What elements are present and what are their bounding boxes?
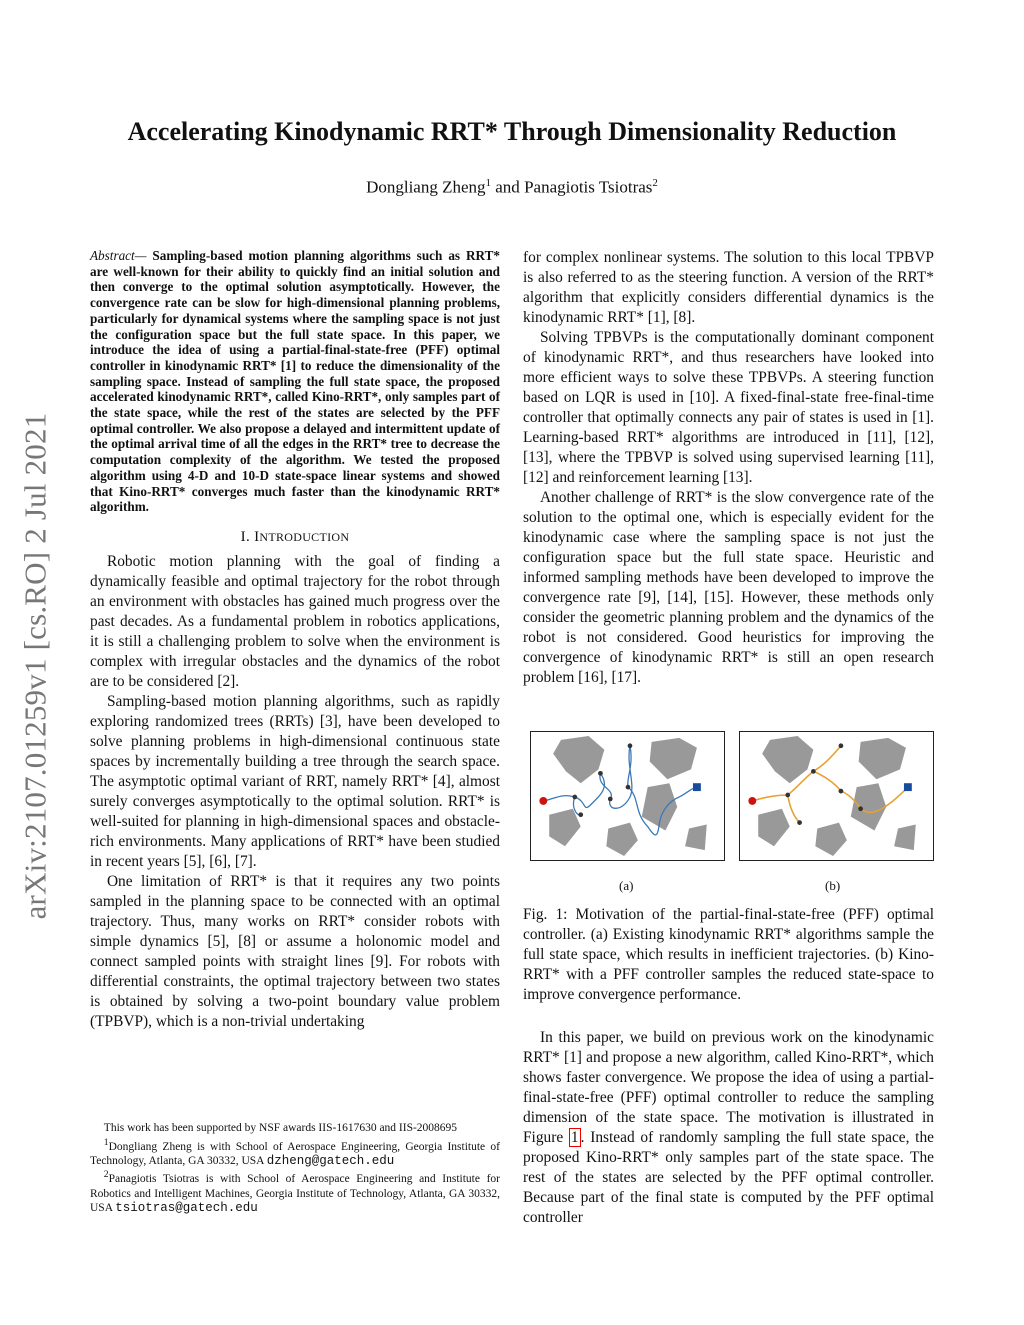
- intro-body: [90, 552, 500, 1032]
- affiliation-2-mark: 2: [103, 1169, 109, 1181]
- paper-title: Accelerating Kinodynamic RRT* Through Dimensionality Reduction: [127, 117, 897, 146]
- author-1-affil-mark: 1: [485, 177, 492, 189]
- tree-edge: [752, 795, 787, 801]
- section-title-rest: NTRODUCTION: [259, 529, 350, 544]
- tree-node: [811, 769, 816, 774]
- author-line: [60, 177, 964, 198]
- author-2-affil-mark: 2: [652, 177, 658, 189]
- affiliation-1-text: Dongliang Zheng is with School of Aerospace Engineering, Georgia Institute of Technology, Atlanta, GA 30332, USA: [90, 1140, 500, 1167]
- author-1: Dongliang Zheng: [366, 177, 486, 197]
- affiliation-2: [90, 1168, 500, 1215]
- arxiv-id: arXiv:2107.01259v1 [cs.RO] 2 Jul 2021: [17, 412, 52, 919]
- paragraph: Solving TPBVPs is the computationally dominant component of kinodynamic RRT*, and thus researchers have looked into more efficient ways to solve these TPBVPs. A steering function based on LQR is used in [10]. A fixed-final-state free-final-time controller that optimally connects any pair of states is used in [1]. Learning-based RRT* algorithms are introduced in [11], [12], [13], where the TPBVP is solved using supervised learning [11], [12] and reinforcement learning [13].: [523, 329, 934, 486]
- tree-node: [797, 820, 802, 825]
- obstacle: [685, 825, 707, 851]
- figure-caption: Fig. 1: Motivation of the partial-final-state-free (PFF) optimal controller. (a) Existing kinodynamic RRT* algorithms sample the full state space, which results in inefficient trajectories. (b) Kino-RRT* with a PFF controller samples the reduced state-space to improve convergence performance.: [523, 906, 934, 1003]
- figure-panel-b: [739, 731, 934, 861]
- tree-node: [608, 797, 613, 802]
- after-figure-text: [523, 1028, 934, 1228]
- tree-edge: [788, 795, 800, 823]
- obstacle: [549, 809, 581, 846]
- arxiv-stamp: [10, 373, 60, 958]
- abstract-text: Sampling-based motion planning algorithms such as RRT* are well-known for their ability to quickly find an initial solution and then converge to the optimal solution asymptotically. However, the convergence rate can be slow for high-dimensional planning problems, particularly for dynamical systems where the sampling space is not just the configuration space but the full state space. In this paper, we introduce the idea of using a partial-final-state-free (PFF) optimal controller in kinodynamic RRT* [1] to reduce the dimensionality of the sampling space. Instead of sampling the full state space, the proposed accelerated kinodynamic RRT*, called Kino-RRT*, only samples part of the state space, while the rest of the states are selected by the PFF optimal controller. We also propose a delayed and intermittent update of the optimal arrival time of all the edges in the RRT* tree to decrease the computation complexity of the algorithm. We tested the proposed algorithm using 4-D and 10-D state-space linear systems and showed that Kino-RRT* converges much faster than the kinodynamic RRT* algorithm.: [90, 248, 500, 515]
- tree-node: [572, 795, 577, 800]
- section-heading-introduction: [90, 529, 500, 546]
- affiliation-1-mark: 1: [103, 1136, 109, 1148]
- figure-reference-link[interactable]: 1: [570, 1129, 579, 1146]
- obstacle: [859, 738, 906, 779]
- paragraph: [523, 1028, 934, 1228]
- goal-marker: [693, 783, 701, 791]
- figure-panel-a: [530, 731, 725, 861]
- obstacle: [758, 809, 790, 846]
- paragraph: Sampling-based motion planning algorithms, such as rapidly exploring randomized trees (RRTs) [3], have been developed to solve planning problems in high-dimensional continuous state spaces by incrementally building a tree through the search space. The asymptotic optimal variant of RRT, namely RRT* [4], almost surely converges asymptotically to the optimal solution. RRT* is well-suited for planning in high-dimensional spaces and obstacle-rich environments. Many applications of RRT* have been studied in recent years [5], [6], [7].: [90, 692, 500, 870]
- right-column: [523, 248, 934, 688]
- start-marker: [539, 797, 547, 805]
- tree-edge: [813, 746, 841, 772]
- obstacle: [606, 823, 638, 856]
- left-column: [90, 248, 500, 1032]
- paragraph: Robotic motion planning with the goal of finding a dynamically feasible and optimal trajectory for the robot through an environment with obstacles has gained much progress over the past decades. As a fundamental problem in robotics applications, it is still a challenging problem to solve when the environment is complex with irregular obstacles and the dynamics of the robot are to be considered [2].: [90, 552, 500, 690]
- email-2[interactable]: tsiotras@gatech.edu: [115, 1201, 258, 1216]
- subfigure-label-a: (a): [619, 878, 634, 893]
- tree-node: [578, 812, 583, 817]
- tree-node: [839, 743, 844, 748]
- tree-node: [858, 806, 863, 811]
- paragraph: One limitation of RRT* is that it requires any two points sampled in the planning space to be connected with an optimal trajectory. Thus, many works on RRT* consider robots with simple dynamics [5], [8] or assume a holonomic model and connect sampled points with straight lines [9]. For robots with differential constraints, the optimal trajectory between two states is obtained by solving a two-point boundary value problem (TPBVP), which is a non-trivial undertaking: [90, 872, 500, 1030]
- funding-note: This work has been supported by NSF awards IIS-1617630 and IIS-2008695: [103, 1122, 458, 1134]
- paragraph: for complex nonlinear systems. The solution to this local TPBVP is also referred to as the steering function. A version of the RRT* algorithm that explicitly considers differential dynamics is the kinodynamic RRT* [1], [8].: [523, 249, 934, 326]
- panel-a-drawing: [531, 732, 724, 860]
- affiliation-1: [90, 1136, 500, 1169]
- author-conjunction: and: [491, 177, 525, 197]
- obstacle: [894, 825, 916, 851]
- author-2: Panagiotis Tsiotras: [524, 177, 653, 197]
- paragraph-text: In this paper, we build on previous work on the kinodynamic RRT* [1] and propose a new algorithm, called Kino-RRT*, which shows faster convergence. We propose the idea of using a partial-final-state-free (PFF) optimal controller to reduce the sampling dimension of the state space. The motivation is illustrated in Figure: [523, 1029, 934, 1146]
- paragraph-text: . Instead of randomly sampling the full state space, the proposed Kino-RRT* only samples part of the state space. The rest of the states are selected by the PFF optimal controller. Because part of the final state is computed by the PFF optimal controller: [523, 1129, 934, 1226]
- section-title-initial: I: [254, 528, 260, 545]
- tree-edge: [813, 771, 841, 791]
- affiliation-2-text: Panagiotis Tsiotras is with School of Aerospace Engineering and Institute for Robotics and Intelligent Machines, Georgia Institute of Technology, Atlanta, GA 30332, USA: [90, 1173, 500, 1215]
- subfigure-label-b: (b): [825, 878, 841, 893]
- obstacle: [815, 823, 847, 856]
- section-number: I.: [240, 528, 255, 545]
- abstract: [90, 248, 500, 515]
- start-marker: [748, 797, 756, 805]
- tree-node: [626, 785, 631, 790]
- obstacle: [553, 736, 604, 783]
- obstacle: [650, 738, 697, 779]
- tree-node: [598, 771, 603, 776]
- paragraph: Another challenge of RRT* is the slow convergence rate of the solution to the optimal one, which is especially evident for the kinodynamic case where the sampling space is not just the configuration space but the full state space. Heuristic and informed sampling methods have been developed to improve the convergence rate [9], [14], [15]. However, these methods only consider the geometric planning problem and the dynamics of the robot is not considered. Good heuristics for improving the convergence of kinodynamic RRT* is still an open research problem [16], [17].: [523, 489, 934, 686]
- obstacle: [851, 783, 886, 830]
- tree-node: [628, 743, 633, 748]
- email-1[interactable]: dzheng@gatech.edu: [266, 1153, 395, 1168]
- abstract-label: Abstract—: [90, 248, 147, 263]
- goal-marker: [904, 783, 912, 791]
- tree-node: [839, 789, 844, 794]
- panel-b-drawing: [740, 732, 933, 860]
- obstacle: [762, 736, 813, 783]
- footnotes: [90, 1121, 500, 1216]
- tree-node: [785, 793, 790, 798]
